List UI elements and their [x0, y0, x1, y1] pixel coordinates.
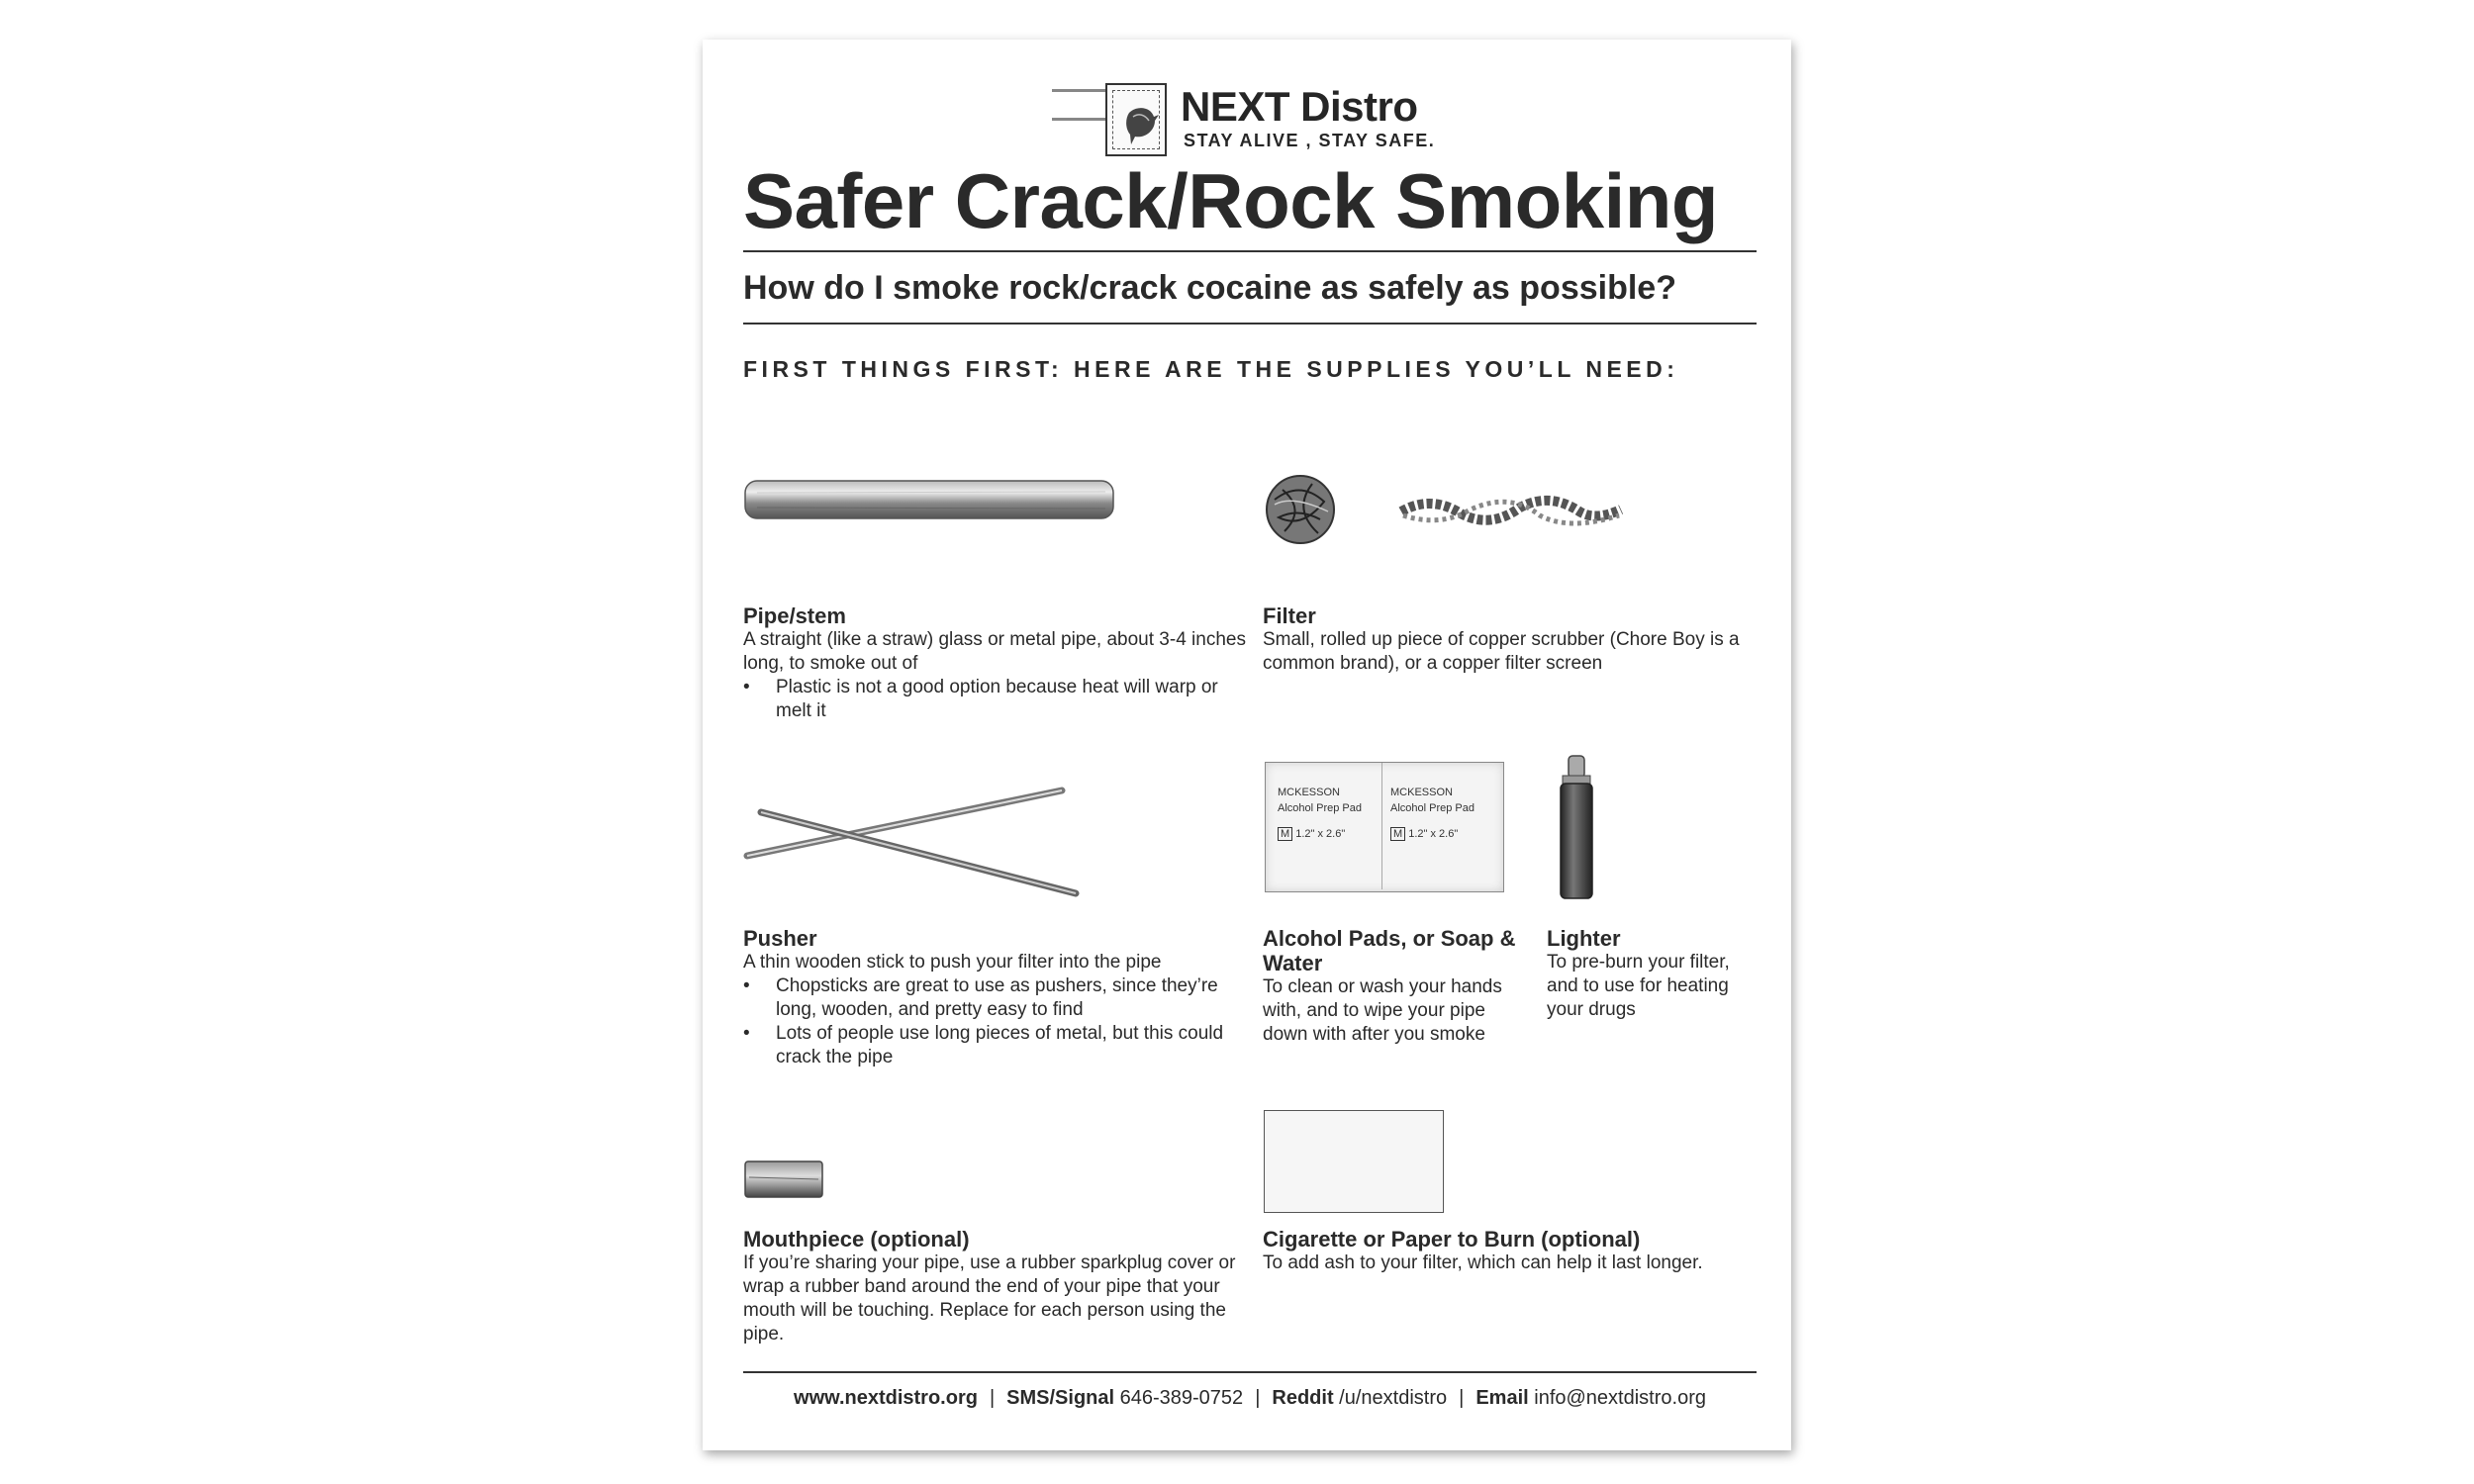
pusher-heading: Pusher	[743, 926, 817, 951]
pad-mark: M	[1278, 827, 1292, 841]
supply-cigarette-paper	[1263, 1227, 1757, 1275]
filter-heading: Filter	[1263, 603, 1316, 628]
pusher-bullet: • Chopsticks are great to use as pushers, since they’re long, wooden, and pretty easy to find	[776, 974, 1248, 1022]
pad-brand: MCKESSON	[1278, 787, 1340, 798]
alcohol-pads-illustration	[1265, 762, 1504, 892]
supply-lighter	[1547, 926, 1757, 1022]
pipe-stem-illustration	[743, 475, 1119, 524]
pad-size: 1.2" x 2.6"	[1295, 828, 1346, 840]
mouthpiece-text: If you’re sharing your pipe, use a rubber sparkplug cover or wrap a rubber band around the end of your pipe that your mouth will be touching. Replace for each person using the pipe.	[743, 1252, 1236, 1345]
alcohol-text: To clean or wash your hands with, and to wipe your pipe down with after you smoke	[1263, 976, 1502, 1045]
paper-illustration	[1264, 1110, 1444, 1213]
filter-text: Small, rolled up piece of copper scrubber (Chore Boy is a common brand), or a copper filter screen	[1263, 629, 1740, 674]
lighter-heading: Lighter	[1547, 926, 1621, 951]
mouthpiece-illustration	[743, 1158, 826, 1201]
footer-website[interactable]: www.nextdistro.org	[794, 1387, 978, 1409]
next-distro-logo	[1052, 79, 1448, 158]
supply-pusher	[743, 926, 1248, 1069]
section-heading: FIRST THINGS FIRST: HERE ARE THE SUPPLIES YOU’LL NEED:	[743, 356, 1679, 382]
handout-page	[703, 40, 1791, 1450]
footer-reddit-label: Reddit	[1272, 1387, 1334, 1409]
supply-pipe	[743, 603, 1248, 723]
alcohol-heading: Alcohol Pads, or Soap & Water	[1263, 926, 1516, 975]
footer-sms-label: SMS/Signal	[1006, 1387, 1115, 1409]
chopsticks-illustration	[743, 777, 1080, 905]
footer-email-value[interactable]: info@nextdistro.org	[1534, 1387, 1706, 1409]
pad-label: Alcohol Prep Pad	[1390, 802, 1475, 814]
supply-filter	[1263, 603, 1757, 676]
supply-alcohol-pads	[1263, 926, 1530, 1047]
pad-brand: MCKESSON	[1390, 787, 1453, 798]
pusher-bullet: • Lots of people use long pieces of metal, but this could crack the pipe	[776, 1022, 1248, 1069]
footer-separator: |	[989, 1387, 996, 1409]
subtitle-divider	[743, 323, 1757, 325]
footer-reddit-value[interactable]: /u/nextdistro	[1339, 1387, 1448, 1409]
alcohol-pad-right	[1382, 763, 1501, 889]
footer-separator: |	[1459, 1387, 1465, 1409]
logo-tagline: STAY ALIVE , STAY SAFE.	[1184, 131, 1436, 150]
footer-email-label: Email	[1475, 1387, 1529, 1409]
pad-label: Alcohol Prep Pad	[1278, 802, 1362, 814]
supply-mouthpiece	[743, 1227, 1248, 1346]
pipe-text: A straight (like a straw) glass or metal pipe, about 3-4 inches long, to smoke out of	[743, 629, 1246, 674]
pusher-bullets	[743, 974, 1248, 1069]
footer-divider	[743, 1371, 1757, 1373]
pad-size-row	[1278, 826, 1381, 842]
lighter-illustration	[1555, 754, 1598, 902]
footer-separator: |	[1255, 1387, 1261, 1409]
page-content	[743, 40, 1757, 1450]
page-subtitle: How do I smoke rock/crack cocaine as safely as possible?	[743, 269, 1676, 307]
footer-sms-value[interactable]: 646-389-0752	[1119, 1387, 1244, 1409]
pad-size-row	[1390, 826, 1501, 842]
alcohol-pad-left	[1266, 763, 1382, 889]
logo-name: NEXT Distro	[1181, 83, 1418, 130]
cigarette-heading: Cigarette or Paper to Burn (optional)	[1263, 1227, 1641, 1252]
pipe-bullet: • Plastic is not a good option because heat will warp or melt it	[776, 676, 1248, 723]
cigarette-text: To add ash to your filter, which can help it last longer.	[1263, 1252, 1703, 1273]
page-title: Safer Crack/Rock Smoking	[743, 157, 1719, 244]
pusher-text: A thin wooden stick to push your filter into the pipe	[743, 952, 1162, 973]
pad-mark: M	[1390, 827, 1405, 841]
pad-size: 1.2" x 2.6"	[1408, 828, 1459, 840]
mouthpiece-heading: Mouthpiece (optional)	[743, 1227, 970, 1252]
copper-filter-illustration	[1263, 460, 1629, 559]
footer-contact	[743, 1387, 1757, 1410]
title-divider	[743, 250, 1757, 252]
pipe-heading: Pipe/stem	[743, 603, 846, 628]
bird-icon	[1121, 99, 1161, 148]
lighter-text: To pre-burn your filter, and to use for heating your drugs	[1547, 952, 1730, 1020]
pipe-bullets	[743, 676, 1248, 723]
